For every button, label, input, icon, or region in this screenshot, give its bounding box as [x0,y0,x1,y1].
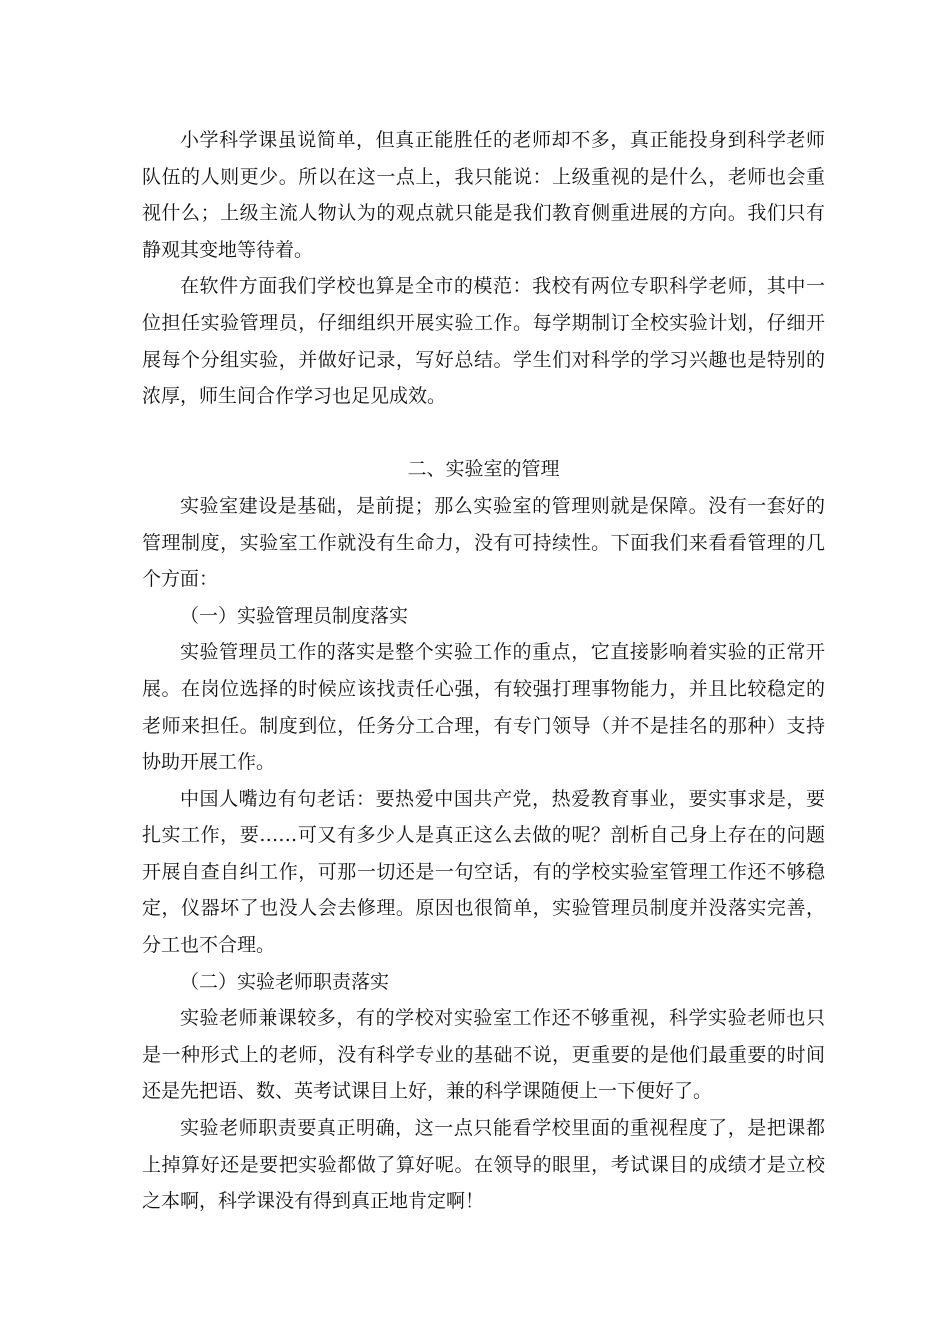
paragraph-software-model: 在软件方面我们学校也算是全市的模范：我校有两位专职科学老师，其中一位担任实验管理员，仔细组织开展实验工作。每学期制订全校实验计划，仔细开展每个分组实验，并做好记录，写好总结。学生们对科学的学习兴趣也是特别的浓厚，师生间合作学习也足见成效。 [142,275,825,408]
paragraph-administrator-duty: 实验管理员工作的落实是整个实验工作的重点，它直接影响着实验的正常开展。在岗位选择的时候应该找责任心强，有较强打理事物能力，并且比较稳定的老师来担任。制度到位，任务分工合理，有专门领导（并不是挂名的那种）支持协助开展工作。 [142,641,825,774]
paragraph-teacher-responsibility: 实验老师职责要真正明确，这一点只能看学校里面的重视程度了，是把课都上掉算好还是要把实验都做了算好呢。在领导的眼里，考试课目的成绩才是立校之本啊，科学课没有得到真正地肯定啊！ [142,1117,825,1213]
paragraph-science-teachers: 小学科学课虽说简单，但真正能胜任的老师却不多，真正能投身到科学老师队伍的人则更少。所以在这一点上，我只能说：上级重视的是什么，老师也会重视什么；上级主流人物认为的观点就只能是我们教育侧重进展的方向。我们只有静观其变地等待着。 [142,129,825,261]
paragraph-lab-management-intro: 实验室建设是基础，是前提；那么实验室的管理则就是保障。没有一套好的管理制度，实验室工作就没有生命力，没有可持续性。下面我们来看看管理的几个方面： [142,494,825,591]
subheading-lab-administrator: （一）实验管理员制度落实 [180,604,409,627]
subheading-lab-teacher: （二）实验老师职责落实 [180,970,390,993]
paragraph-teacher-workload: 实验老师兼课较多，有的学校对实验室工作还不够重视，科学实验老师也只是一种形式上的老师，没有科学专业的基础不说，更重要的是他们最重要的时间还是先把语、数、英考试课目上好，兼的科学课随便上一下便好了。 [142,1007,825,1103]
document-page [142,122,825,1220]
paragraph-old-saying: 中国人嘴边有句老话：要热爱中国共产党，热爱教育事业，要实事求是，要扎实工作，要……可又有多少人是真正这么去做的呢？剖析自己身上存在的问题开展自查自纠工作，可那一切还是一句空话，有的学校实验室管理工作还不够稳定，仪器坏了也没人会去修理。原因也很简单，实验管理员制度并没落实完善，分工也不合理。 [142,787,825,957]
blank-line [142,415,825,452]
section-heading: 二、实验室的管理 [407,458,560,481]
